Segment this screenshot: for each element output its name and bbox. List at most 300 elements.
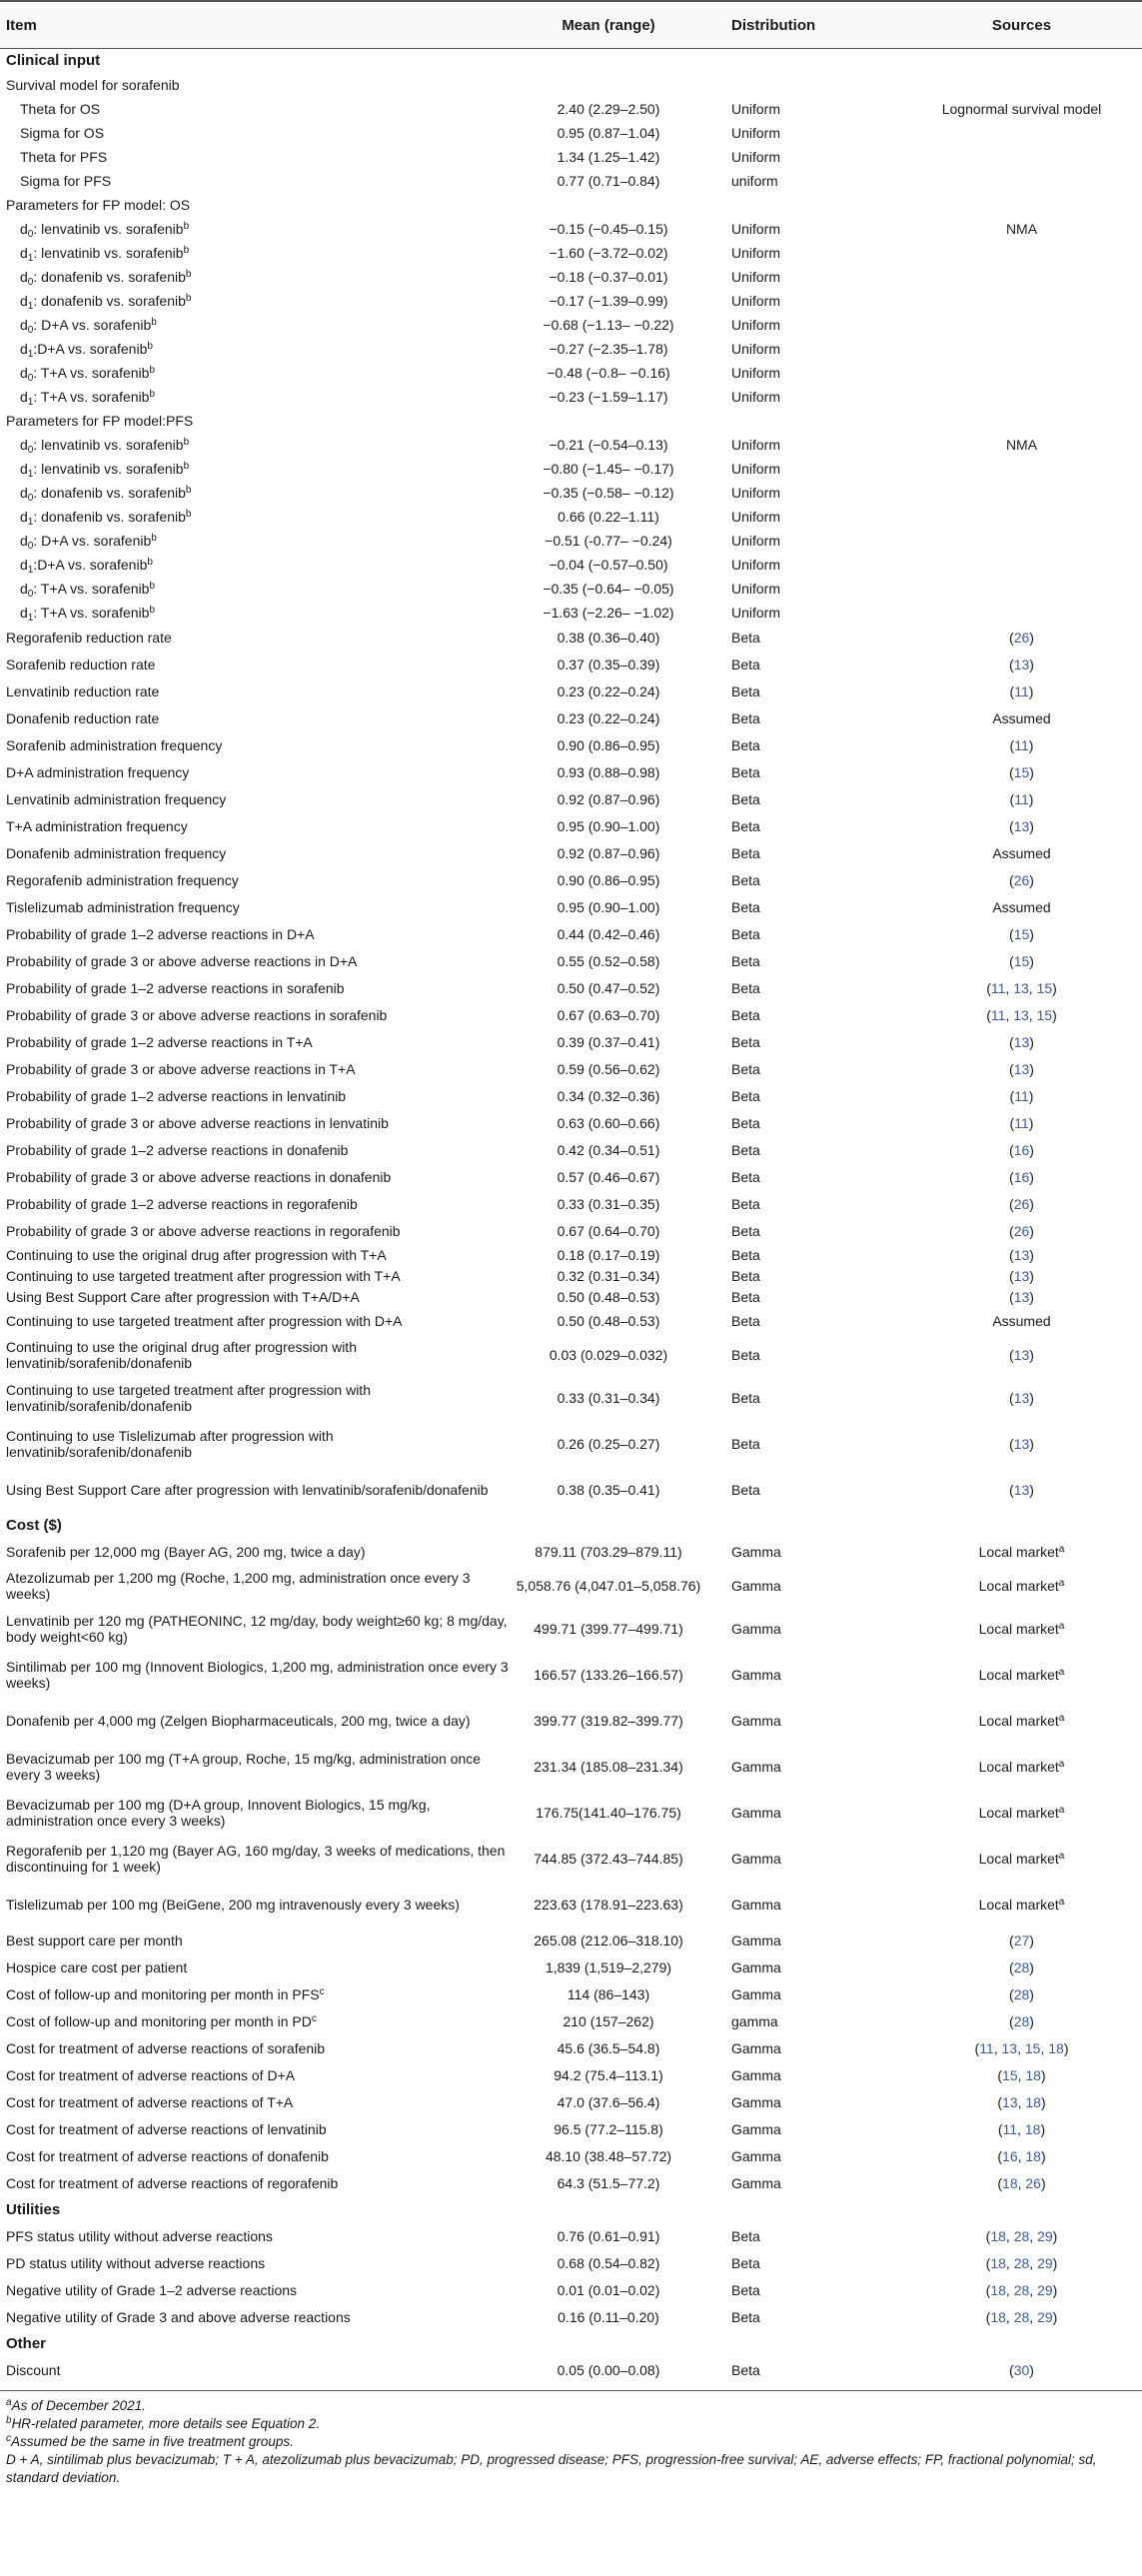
paren: (	[1009, 872, 1014, 889]
footnote-marker: c	[311, 2013, 317, 2025]
item-subscript: 0	[27, 588, 34, 600]
paren: )	[1029, 2362, 1034, 2379]
distribution-cell: Beta	[731, 2282, 760, 2299]
mean-range-cell: 48.10 (38.48–57.72)	[545, 2148, 672, 2165]
reference-link[interactable]: 11	[990, 980, 1006, 997]
item-symbol: d	[20, 556, 28, 573]
sources-cell	[901, 1851, 1142, 1868]
paren: (	[1009, 1247, 1014, 1264]
item-cell	[0, 1518, 516, 1535]
reference-link[interactable]: 28	[1013, 2255, 1030, 2272]
reference-link[interactable]: 28	[1013, 2309, 1030, 2326]
item-symbol: d	[20, 364, 28, 381]
distribution-cell: Uniform	[731, 388, 781, 405]
reference-link[interactable]: 29	[1037, 2255, 1053, 2272]
mean-range-cell: 0.26 (0.25–0.27)	[557, 1435, 660, 1452]
paren: (	[1009, 791, 1015, 808]
distribution-cell: Beta	[731, 683, 760, 700]
footnote-marker: b	[149, 364, 156, 376]
item-subscript: 1	[27, 348, 34, 360]
paren: )	[1052, 2255, 1058, 2272]
reference-link[interactable]: 26	[1013, 1196, 1030, 1213]
reference-link[interactable]: 13	[1013, 656, 1030, 673]
table-row	[0, 265, 1142, 289]
sources-cell	[901, 2094, 1142, 2111]
reference-link[interactable]: 15	[1024, 2040, 1041, 2057]
sources-cell	[901, 1034, 1142, 1051]
paren: (	[1009, 737, 1015, 754]
item-symbol: d	[20, 604, 28, 621]
paren: (	[1009, 1142, 1014, 1159]
separator: ,	[1005, 1007, 1014, 1024]
mean-range-cell: 0.95 (0.90–1.00)	[557, 899, 660, 916]
reference-link[interactable]: 28	[1013, 1986, 1030, 2003]
sources-cell	[901, 1061, 1142, 1078]
distribution-cell: Beta	[731, 1313, 760, 1330]
reference-link[interactable]: 13	[1013, 818, 1030, 835]
paren: )	[1063, 2040, 1069, 2057]
reference-link[interactable]: 18	[990, 2282, 1006, 2299]
paren: )	[1052, 2282, 1058, 2299]
mean-range-cell: 0.05 (0.00–0.08)	[557, 2362, 660, 2379]
table-row	[0, 2223, 1142, 2250]
distribution-cell: Beta	[731, 737, 760, 754]
table-row	[0, 1981, 1142, 2008]
reference-link[interactable]: 26	[1013, 872, 1030, 889]
separator: ,	[1005, 2282, 1014, 2299]
reference-link[interactable]: 11	[1014, 737, 1029, 754]
source-text: Local market	[978, 1712, 1059, 1729]
item-cell	[0, 1428, 516, 1461]
separator: ,	[1029, 2282, 1038, 2299]
item-label: Sorafenib per 12,000 mg (Bayer AG, 200 mg, twice a day)	[6, 1544, 366, 1561]
distribution-cell: Gamma	[731, 1804, 781, 1821]
reference-link[interactable]: 13	[1002, 2094, 1018, 2111]
paren: )	[1040, 2094, 1046, 2111]
distribution-cell: Uniform	[731, 580, 781, 597]
item-label: Sigma for OS	[20, 124, 105, 141]
item-label: Regorafenib reduction rate	[6, 630, 172, 646]
table-row	[0, 1287, 1142, 1308]
item-label: Parameters for FP model:PFS	[6, 412, 194, 429]
reference-link[interactable]: 13	[1013, 1346, 1030, 1363]
distribution-cell: Gamma	[731, 1932, 781, 1949]
reference-link[interactable]: 11	[1014, 683, 1029, 700]
paren: (	[1009, 2362, 1014, 2379]
table-row	[0, 337, 1142, 361]
footnote-mark: c	[6, 2433, 11, 2444]
item-cell	[0, 683, 516, 700]
paren: (	[997, 2121, 1003, 2138]
mean-range-cell: 0.42 (0.34–0.51)	[557, 1142, 660, 1159]
paren: )	[1029, 1481, 1034, 1498]
paren: )	[1029, 1169, 1034, 1186]
item-subscript: 0	[27, 228, 34, 240]
paren: (	[985, 2282, 991, 2299]
table-row	[0, 1002, 1142, 1029]
table-row	[0, 601, 1142, 625]
paren: (	[1009, 1268, 1014, 1285]
separator: ,	[993, 2040, 1002, 2057]
separator: ,	[1028, 980, 1037, 997]
paren: (	[1009, 1223, 1014, 1240]
source-text: NMA	[1005, 220, 1038, 237]
distribution-cell: Gamma	[731, 1758, 781, 1775]
distribution-cell: Uniform	[731, 268, 781, 285]
item-label: Cost ($)	[6, 1516, 62, 1534]
sources-cell	[901, 656, 1142, 673]
reference-link[interactable]: 16	[1013, 1169, 1030, 1186]
reference-link[interactable]: 15	[1036, 1007, 1053, 1024]
paren: (	[1009, 630, 1014, 646]
separator: ,	[1017, 2121, 1025, 2138]
reference-link[interactable]: 13	[1013, 1435, 1030, 1452]
table-row	[0, 289, 1142, 313]
table-row	[0, 193, 1142, 217]
item-label: Lenvatinib per 120 mg (PATHEONINC, 12 mg/day, body weight≥60 kg; 8 mg/day, body weight<60 kg)	[6, 1612, 508, 1645]
reference-link[interactable]: 13	[1013, 1289, 1030, 1306]
reference-link[interactable]: 13	[1001, 2040, 1018, 2057]
reference-link[interactable]: 16	[1013, 1142, 1030, 1159]
item-cell	[0, 173, 516, 190]
reference-link[interactable]: 18	[990, 2255, 1006, 2272]
paren: )	[1029, 1223, 1034, 1240]
item-label: Probability of grade 3 or above adverse reactions in donafenib	[6, 1169, 392, 1186]
paren: )	[1029, 2013, 1034, 2030]
paren: (	[1009, 953, 1014, 970]
distribution-cell: Uniform	[731, 340, 781, 357]
sources-cell	[901, 1986, 1142, 2003]
reference-link[interactable]: 18	[990, 2228, 1006, 2245]
mean-range-cell: −1.63 (−2.26– −1.02)	[543, 604, 674, 621]
item-subscript: 1	[27, 396, 34, 408]
footnote	[6, 2451, 1125, 2487]
paren: )	[1029, 818, 1034, 835]
table-row	[0, 145, 1142, 169]
item-cell	[0, 293, 516, 310]
item-cell	[0, 791, 516, 808]
table-row	[0, 1191, 1142, 1218]
distribution-cell: Beta	[731, 1034, 760, 1051]
item-cell	[0, 2040, 516, 2057]
distribution-cell: Uniform	[731, 148, 781, 165]
sources-cell	[901, 1247, 1142, 1264]
table-row	[0, 1245, 1142, 1266]
item-symbol: d	[20, 508, 28, 525]
distribution-cell: Beta	[731, 2255, 760, 2272]
item-cell	[0, 557, 516, 574]
mean-range-cell: −0.48 (−0.8– −0.16)	[547, 364, 670, 381]
table-row	[0, 433, 1142, 457]
distribution-cell: Gamma	[731, 2040, 781, 2057]
reference-link[interactable]: 15	[1013, 926, 1030, 943]
reference-link[interactable]: 18	[1025, 2067, 1041, 2084]
paren: (	[1009, 1435, 1014, 1452]
table-row	[0, 786, 1142, 813]
footnote-marker: b	[149, 604, 156, 616]
item-label: Tislelizumab per 100 mg (BeiGene, 200 mg intravenously every 3 weeks)	[6, 1896, 460, 1913]
mean-range-cell: 0.50 (0.48–0.53)	[557, 1313, 660, 1330]
reference-link[interactable]: 18	[1025, 2148, 1041, 2165]
table-row	[0, 975, 1142, 1002]
sources-cell	[901, 1088, 1142, 1105]
distribution-cell: Beta	[731, 2362, 760, 2379]
item-label: Probability of grade 1–2 adverse reactions in D+A	[6, 926, 315, 943]
item-cell	[0, 101, 516, 118]
header-mean: Mean (range)	[562, 16, 655, 34]
paren: (	[1009, 1061, 1014, 1078]
footnote-marker: a	[1058, 1620, 1065, 1632]
distribution-cell: Beta	[731, 1268, 760, 1285]
item-label: Using Best Support Care after progression with T+A/D+A	[6, 1289, 360, 1306]
footnote-marker: b	[185, 292, 192, 304]
mean-range-cell: 64.3 (51.5–77.2)	[557, 2175, 660, 2192]
mean-range-cell: 0.03 (0.029–0.032)	[549, 1346, 668, 1363]
reference-link[interactable]: 15	[1013, 764, 1030, 781]
sources-cell	[901, 872, 1142, 889]
reference-link[interactable]: 18	[990, 2309, 1006, 2326]
distribution-cell: Uniform	[731, 220, 781, 237]
item-label: Discount	[6, 2362, 61, 2379]
reference-link[interactable]: 13	[1013, 1034, 1030, 1051]
distribution-cell: Beta	[731, 2228, 760, 2245]
item-cell	[0, 2148, 516, 2165]
paren: (	[1009, 1932, 1014, 1949]
mean-range-cell: 0.90 (0.86–0.95)	[557, 872, 660, 889]
distribution-cell: Beta	[731, 1346, 760, 1363]
sources-cell	[901, 2362, 1142, 2379]
distribution-cell: Beta	[731, 1061, 760, 1078]
distribution-cell: Gamma	[731, 2067, 781, 2084]
reference-link[interactable]: 18	[1002, 2175, 1018, 2192]
reference-link[interactable]: 26	[1013, 1223, 1030, 1240]
table-row	[0, 577, 1142, 601]
paren: (	[1009, 1115, 1015, 1132]
item-cell	[0, 581, 516, 598]
source-text: NMA	[1005, 436, 1038, 453]
item-cell	[0, 2282, 516, 2299]
item-label: : T+A vs. sorafenib	[33, 388, 150, 405]
source-text: Local market	[978, 1620, 1059, 1637]
mean-range-cell: −0.68 (−1.13– −0.22)	[543, 316, 674, 333]
distribution-cell: Uniform	[731, 316, 781, 333]
source-text: Assumed	[992, 845, 1051, 862]
item-cell	[0, 1570, 516, 1603]
table-row	[0, 97, 1142, 121]
item-cell	[0, 630, 516, 646]
sources-cell	[901, 2013, 1142, 2030]
distribution-cell: Uniform	[731, 364, 781, 381]
paren: )	[1029, 1289, 1034, 1306]
reference-link[interactable]: 11	[1014, 1088, 1029, 1105]
item-label: : lenvatinib vs. sorafenib	[33, 244, 184, 261]
item-cell	[0, 2094, 516, 2111]
mean-range-cell: 0.39 (0.37–0.41)	[557, 1034, 660, 1051]
item-label: : donafenib vs. sorafenib	[33, 292, 186, 309]
distribution-cell: Uniform	[731, 508, 781, 525]
item-cell	[0, 2309, 516, 2326]
table-row	[0, 2035, 1142, 2062]
sources-cell	[901, 1932, 1142, 1949]
mean-range-cell: 94.2 (75.4–113.1)	[554, 2067, 663, 2084]
section-heading-row	[0, 2197, 1142, 2223]
sources-cell	[901, 1268, 1142, 1285]
item-label: Negative utility of Grade 3 and above adverse reactions	[6, 2309, 351, 2326]
paren: )	[1029, 953, 1034, 970]
item-cell	[0, 1115, 516, 1132]
reference-link[interactable]: 29	[1037, 2282, 1053, 2299]
mean-range-cell: 210 (157–262)	[563, 2013, 654, 2030]
item-cell	[0, 899, 516, 916]
distribution-cell: Gamma	[731, 2148, 781, 2165]
mean-range-cell: −0.51 (-0.77– −0.24)	[545, 532, 672, 549]
item-symbol: d	[20, 268, 28, 285]
item-cell	[0, 2013, 516, 2030]
item-cell	[0, 1034, 516, 1051]
item-label: Continuing to use Tislelizumab after progression with lenvatinib/sorafenib/donafenib	[6, 1427, 334, 1460]
item-label: Probability of grade 3 or above adverse reactions in sorafenib	[6, 1007, 388, 1024]
item-label: Continuing to use the original drug after progression with T+A	[6, 1247, 387, 1264]
reference-link[interactable]: 18	[1048, 2040, 1064, 2057]
table-row	[0, 1335, 1142, 1375]
paren: )	[1028, 683, 1034, 700]
distribution-cell: Beta	[731, 1196, 760, 1213]
paren: )	[1028, 1115, 1034, 1132]
item-label: Donafenib reduction rate	[6, 710, 160, 727]
reference-link[interactable]: 16	[1002, 2148, 1018, 2165]
sources-cell	[901, 2121, 1142, 2138]
reference-link[interactable]: 15	[1002, 2067, 1018, 2084]
reference-link[interactable]: 13	[1013, 1268, 1030, 1285]
item-cell	[0, 605, 516, 622]
reference-link[interactable]: 13	[1013, 1247, 1030, 1264]
item-cell	[0, 389, 516, 406]
distribution-cell: Beta	[731, 1289, 760, 1306]
sources-cell	[901, 2067, 1142, 2084]
item-label: : donafenib vs. sorafenib	[33, 268, 186, 285]
source-text: Assumed	[992, 899, 1051, 916]
paren: (	[1009, 656, 1014, 673]
reference-link[interactable]: 13	[1013, 980, 1029, 997]
item-subscript: 0	[27, 372, 34, 384]
item-label: Cost of follow-up and monitoring per month in PD	[6, 2013, 312, 2030]
reference-link[interactable]: 30	[1013, 2362, 1030, 2379]
table-row	[0, 2250, 1142, 2277]
item-cell	[0, 2228, 516, 2245]
item-cell	[0, 1932, 516, 1949]
paren: (	[986, 1007, 991, 1024]
table-row	[0, 1083, 1142, 1110]
reference-link[interactable]: 11	[979, 2040, 994, 2057]
item-label: Probability of grade 1–2 adverse reactions in regorafenib	[6, 1196, 358, 1213]
distribution-cell: Uniform	[731, 100, 781, 117]
header-distribution: Distribution	[731, 16, 816, 34]
reference-link[interactable]: 18	[1024, 2121, 1041, 2138]
reference-link[interactable]: 11	[1014, 791, 1029, 808]
footnote-marker: a	[1058, 1577, 1065, 1589]
item-cell	[0, 245, 516, 262]
item-label: D+A administration frequency	[6, 764, 190, 781]
item-cell	[0, 1751, 516, 1784]
mean-range-cell: −0.23 (−1.59–1.17)	[549, 388, 668, 405]
item-cell	[0, 2121, 516, 2138]
item-cell	[0, 2175, 516, 2192]
paren: )	[1028, 1088, 1034, 1105]
item-cell	[0, 845, 516, 862]
paren: (	[1009, 683, 1015, 700]
item-cell	[0, 2202, 516, 2219]
reference-link[interactable]: 28	[1013, 2282, 1030, 2299]
item-symbol: d	[20, 460, 28, 477]
reference-link[interactable]: 18	[1025, 2094, 1041, 2111]
sources-cell	[901, 1578, 1142, 1595]
separator: ,	[1029, 2228, 1038, 2245]
reference-link[interactable]: 26	[1013, 630, 1030, 646]
table-footnotes	[0, 2391, 1125, 2487]
mean-range-cell: 47.0 (37.6–56.4)	[557, 2094, 660, 2111]
footnote-marker: a	[1058, 1666, 1065, 1678]
distribution-cell: Beta	[731, 1247, 760, 1264]
table-row	[0, 1266, 1142, 1287]
source-text: Local market	[978, 1896, 1059, 1913]
distribution-cell: Uniform	[731, 124, 781, 141]
table-row	[0, 813, 1142, 840]
sources-cell	[901, 980, 1142, 997]
footnote-marker: b	[147, 556, 153, 568]
distribution-cell: Beta	[731, 926, 760, 943]
reference-link[interactable]: 11	[1002, 2121, 1018, 2138]
item-label: : D+A vs. sorafenib	[33, 532, 152, 549]
reference-link[interactable]: 28	[1013, 1959, 1030, 1976]
paren: (	[997, 2175, 1003, 2192]
item-cell	[0, 1169, 516, 1186]
item-subscript: 1	[27, 252, 34, 264]
reference-link[interactable]: 13	[1013, 1061, 1030, 1078]
item-cell	[0, 953, 516, 970]
reference-link[interactable]: 28	[1013, 2228, 1030, 2245]
reference-link[interactable]: 15	[1036, 980, 1053, 997]
item-subscript: 0	[27, 492, 34, 504]
reference-link[interactable]: 26	[1025, 2175, 1041, 2192]
distribution-cell: Gamma	[731, 1986, 781, 2003]
reference-link[interactable]: 29	[1037, 2309, 1053, 2326]
item-cell	[0, 764, 516, 781]
reference-link[interactable]: 11	[990, 1007, 1006, 1024]
table-row	[0, 2008, 1142, 2035]
reference-link[interactable]: 29	[1037, 2228, 1053, 2245]
paren: (	[1009, 818, 1014, 835]
item-cell	[0, 1959, 516, 1976]
table-row	[0, 385, 1142, 409]
reference-link[interactable]: 28	[1013, 2013, 1030, 2030]
reference-link[interactable]: 27	[1013, 1932, 1030, 1949]
item-label: T+A administration frequency	[6, 818, 188, 835]
distribution-cell: Beta	[731, 899, 760, 916]
reference-link[interactable]: 13	[1013, 1007, 1029, 1024]
section-heading-row	[0, 2331, 1142, 2357]
paren: (	[985, 2228, 991, 2245]
table-row	[0, 759, 1142, 786]
reference-link[interactable]: 11	[1014, 1115, 1029, 1132]
reference-link[interactable]: 13	[1013, 1481, 1030, 1498]
reference-link[interactable]: 13	[1013, 1389, 1030, 1406]
distribution-cell: Beta	[731, 953, 760, 970]
reference-link[interactable]: 15	[1013, 953, 1030, 970]
item-label: Using Best Support Care after progression with lenvatinib/sorafenib/donafenib	[6, 1481, 489, 1498]
item-subscript: 1	[27, 564, 34, 576]
item-label: Theta for OS	[20, 100, 101, 117]
item-symbol: d	[20, 316, 28, 333]
